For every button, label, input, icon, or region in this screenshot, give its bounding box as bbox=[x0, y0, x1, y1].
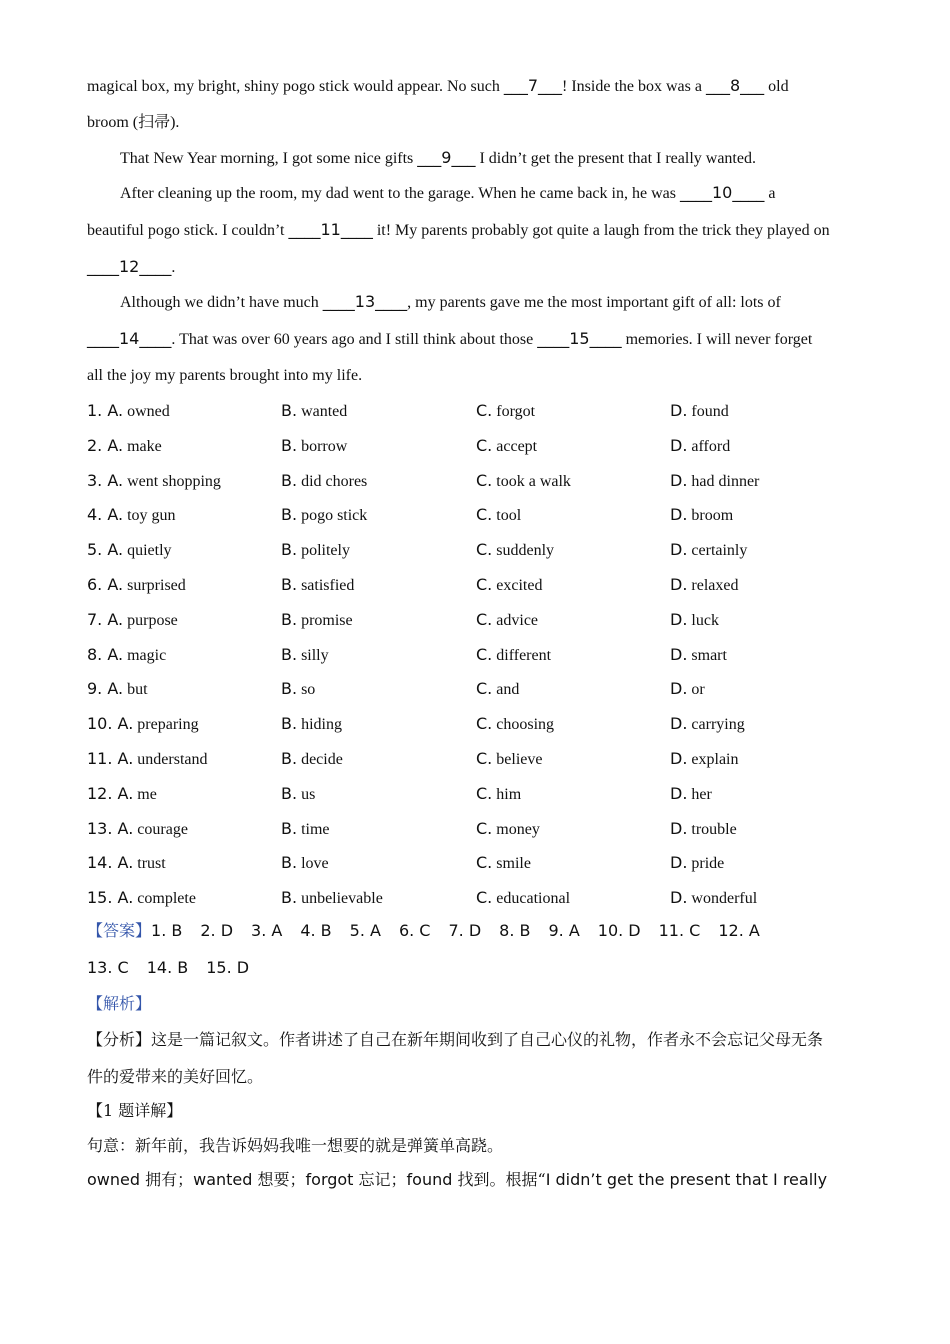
option-letter: C. bbox=[476, 749, 493, 768]
option-text: toy gun bbox=[127, 507, 176, 525]
option-b bbox=[281, 749, 343, 770]
option-letter: C. bbox=[476, 435, 493, 455]
option-letter: C. bbox=[476, 888, 493, 908]
blank-11: ____11____ bbox=[288, 220, 373, 239]
option-text: magic bbox=[127, 646, 167, 664]
option-b bbox=[281, 819, 330, 840]
passage-line: magical box, my bright, shiny pogo stick would appear. No such ___7___! Inside the box was a ___8___ old bbox=[87, 76, 789, 95]
option-text: make bbox=[127, 437, 162, 455]
option-b bbox=[281, 610, 353, 631]
question-row bbox=[87, 575, 877, 597]
answer-item: 7. D bbox=[448, 921, 482, 940]
option-text: smart bbox=[691, 646, 727, 664]
option-a bbox=[87, 505, 176, 526]
option-letter: D. bbox=[670, 679, 688, 699]
question-row bbox=[87, 610, 877, 632]
option-c bbox=[476, 888, 570, 909]
option-letter: B. bbox=[281, 435, 298, 455]
option-text: broom bbox=[691, 507, 734, 525]
option-c bbox=[476, 575, 542, 596]
passage-line: After cleaning up the room, my dad went to the garage. When he came back in, he was ____10____ a bbox=[120, 183, 776, 202]
option-letter: B. bbox=[281, 540, 298, 560]
option-text: choosing bbox=[496, 716, 555, 734]
option-letter: D. bbox=[670, 470, 688, 490]
option-text: relaxed bbox=[691, 577, 739, 594]
option-text: time bbox=[301, 820, 330, 838]
question-row bbox=[87, 784, 877, 806]
passage-line: ____14____. That was over 60 years ago and I still think about those ____15____ memories. I will never forget bbox=[87, 329, 813, 348]
option-a bbox=[87, 436, 162, 457]
answer-item: 15. D bbox=[206, 958, 250, 977]
option-letter: D. bbox=[670, 749, 688, 768]
answer-item: 13. C bbox=[87, 958, 129, 977]
option-b bbox=[281, 679, 315, 700]
option-a bbox=[87, 679, 148, 700]
option-letter: D. bbox=[670, 609, 688, 629]
option-text: took a walk bbox=[496, 472, 571, 490]
option-text: her bbox=[691, 785, 712, 803]
option-b bbox=[281, 401, 347, 422]
answer-row bbox=[87, 921, 778, 941]
option-letter: D. bbox=[670, 540, 688, 560]
option-text: money bbox=[496, 820, 540, 838]
blank-12: ____12____ bbox=[87, 257, 172, 276]
option-letter: C. bbox=[476, 679, 493, 699]
option-d bbox=[670, 575, 738, 596]
answer-item: 8. B bbox=[499, 921, 531, 940]
question-row bbox=[87, 714, 877, 736]
option-letter: D. bbox=[670, 783, 688, 803]
option-letter: D. bbox=[670, 505, 688, 525]
option-d bbox=[670, 401, 729, 422]
question-row bbox=[87, 645, 877, 667]
option-d bbox=[670, 505, 733, 526]
option-a bbox=[87, 888, 196, 909]
detail-gloss: owned 拥有；wanted 想要；forgot 忘记；found 找到。根据“I didn’t get the present that I really bbox=[87, 1170, 828, 1189]
option-text: or bbox=[691, 681, 705, 699]
option-c bbox=[476, 853, 531, 874]
option-letter: 3. A. bbox=[87, 470, 124, 490]
option-b bbox=[281, 645, 329, 666]
option-letter: 6. A. bbox=[87, 575, 124, 594]
option-letter: 12. A. bbox=[87, 783, 134, 803]
option-c bbox=[476, 679, 519, 700]
option-letter: B. bbox=[281, 714, 298, 734]
option-text: borrow bbox=[301, 437, 348, 455]
passage-line: all the joy my parents brought into my life. bbox=[87, 367, 363, 384]
question-row bbox=[87, 401, 877, 423]
option-b bbox=[281, 540, 350, 561]
option-d bbox=[670, 819, 737, 840]
option-letter: 5. A. bbox=[87, 540, 124, 560]
answer-item: 10. D bbox=[597, 921, 641, 940]
option-text: purpose bbox=[127, 611, 178, 629]
option-letter: D. bbox=[670, 401, 688, 420]
option-a bbox=[87, 575, 186, 596]
detail-title: 【1 题详解】 bbox=[87, 1101, 183, 1120]
option-text: so bbox=[301, 681, 316, 699]
option-letter: 2. A. bbox=[87, 435, 124, 455]
option-d bbox=[670, 540, 747, 561]
analysis-label: 【解析】 bbox=[87, 994, 152, 1013]
question-row bbox=[87, 679, 877, 701]
option-text: did chores bbox=[301, 472, 368, 490]
option-c bbox=[476, 436, 537, 457]
option-c bbox=[476, 749, 542, 770]
option-letter: B. bbox=[281, 644, 298, 664]
option-a bbox=[87, 401, 170, 422]
option-b bbox=[281, 853, 329, 874]
option-letter: 7. A. bbox=[87, 609, 124, 629]
option-letter: C. bbox=[476, 540, 493, 560]
option-letter: C. bbox=[476, 609, 493, 629]
option-text: wanted bbox=[301, 403, 348, 420]
option-letter: C. bbox=[476, 401, 493, 420]
answer-item: 14. B bbox=[146, 958, 189, 977]
option-letter: B. bbox=[281, 818, 298, 838]
option-letter: B. bbox=[281, 505, 298, 525]
option-text: pogo stick bbox=[301, 507, 368, 525]
option-text: owned bbox=[127, 403, 170, 420]
option-letter: 4. A. bbox=[87, 505, 124, 525]
option-letter: 10. A. bbox=[87, 714, 134, 734]
answer-label: 【答案】 bbox=[87, 921, 152, 940]
option-text: found bbox=[691, 403, 729, 420]
option-text: went shopping bbox=[127, 472, 221, 490]
option-letter: 14. A. bbox=[87, 853, 134, 873]
option-text: promise bbox=[301, 611, 353, 629]
option-a bbox=[87, 784, 157, 805]
option-b bbox=[281, 575, 354, 596]
option-text: smile bbox=[496, 855, 531, 873]
answer-item: 4. B bbox=[300, 921, 332, 940]
blank-9: ___9___ bbox=[417, 148, 476, 167]
option-letter: 13. A. bbox=[87, 818, 134, 838]
option-text: decide bbox=[301, 751, 343, 768]
answer-item: 2. D bbox=[200, 921, 234, 940]
passage-line: That New Year morning, I got some nice gifts ___9___ I didn’t get the present that I really wanted. bbox=[120, 148, 756, 167]
option-text: advice bbox=[496, 611, 539, 629]
option-letter: B. bbox=[281, 609, 298, 629]
passage-line: Although we didn’t have much ____13____, my parents gave me the most important gift of all: lots of bbox=[120, 292, 781, 311]
question-row bbox=[87, 819, 877, 841]
option-letter: 11. A. bbox=[87, 749, 134, 768]
option-d bbox=[670, 645, 727, 666]
option-text: different bbox=[496, 646, 552, 664]
question-row bbox=[87, 749, 877, 771]
option-text: educational bbox=[496, 890, 571, 908]
option-text: surprised bbox=[127, 577, 186, 594]
option-letter: C. bbox=[476, 853, 493, 873]
option-a bbox=[87, 471, 221, 492]
answer-item: 3. A bbox=[251, 921, 283, 940]
option-text: luck bbox=[691, 611, 719, 629]
option-d bbox=[670, 714, 745, 735]
option-c bbox=[476, 714, 554, 735]
option-letter: B. bbox=[281, 888, 298, 908]
option-c bbox=[476, 471, 571, 492]
option-text: unbelievable bbox=[301, 890, 383, 908]
detail-meaning: 句意：新年前，我告诉妈妈我唯一想要的就是弹簧单高跷。 bbox=[87, 1136, 504, 1155]
option-letter: B. bbox=[281, 749, 298, 768]
option-text: accept bbox=[496, 437, 538, 455]
option-d bbox=[670, 888, 757, 909]
question-row bbox=[87, 471, 877, 493]
option-text: politely bbox=[301, 542, 350, 560]
option-text: quietly bbox=[127, 542, 172, 560]
option-letter: C. bbox=[476, 575, 493, 594]
option-b bbox=[281, 888, 383, 909]
option-letter: D. bbox=[670, 888, 688, 908]
option-b bbox=[281, 784, 315, 805]
analysis-text: 【分析】这是一篇记叙文。作者讲述了自己在新年期间收到了自己心仪的礼物，作者永不会忘记父母无条 bbox=[87, 1030, 824, 1049]
answer-item: 11. C bbox=[658, 921, 701, 940]
option-text: trouble bbox=[691, 820, 737, 838]
option-text: complete bbox=[137, 890, 196, 908]
option-b bbox=[281, 436, 347, 457]
option-letter: B. bbox=[281, 783, 298, 803]
option-letter: B. bbox=[281, 470, 298, 490]
option-text: explain bbox=[691, 751, 739, 768]
option-d bbox=[670, 853, 724, 874]
option-letter: B. bbox=[281, 853, 298, 873]
option-text: silly bbox=[301, 646, 329, 664]
passage-line: beautiful pogo stick. I couldn’t ____11____ it! My parents probably got quite a laugh from the trick they played on bbox=[87, 220, 830, 239]
option-d bbox=[670, 784, 712, 805]
option-text: understand bbox=[137, 751, 208, 768]
option-d bbox=[670, 749, 739, 770]
option-letter: C. bbox=[476, 783, 493, 803]
option-a bbox=[87, 749, 207, 770]
option-text: us bbox=[301, 785, 316, 803]
blank-8: ___8___ bbox=[705, 76, 765, 95]
option-a bbox=[87, 819, 188, 840]
option-letter: D. bbox=[670, 644, 688, 664]
passage-line: broom (扫帚). bbox=[87, 114, 180, 131]
option-text: love bbox=[301, 855, 329, 873]
question-row bbox=[87, 505, 877, 527]
option-d bbox=[670, 471, 759, 492]
option-a bbox=[87, 540, 172, 561]
option-text: but bbox=[127, 681, 148, 699]
option-text: wonderful bbox=[691, 890, 758, 908]
option-text: me bbox=[137, 785, 157, 803]
blank-14: ____14____ bbox=[87, 329, 172, 348]
option-text: preparing bbox=[137, 716, 199, 734]
passage-line: ____12____. bbox=[87, 257, 176, 276]
answer-item: 5. A bbox=[349, 921, 381, 940]
option-text: satisfied bbox=[301, 577, 355, 594]
analysis-text: 件的爱带来的美好回忆。 bbox=[87, 1067, 264, 1086]
option-letter: D. bbox=[670, 575, 688, 594]
answer-row bbox=[87, 958, 267, 978]
option-letter: D. bbox=[670, 435, 688, 455]
option-text: had dinner bbox=[691, 472, 760, 490]
option-letter: C. bbox=[476, 818, 493, 838]
option-letter: D. bbox=[670, 714, 688, 734]
option-text: excited bbox=[496, 577, 543, 594]
option-c bbox=[476, 401, 535, 422]
option-text: him bbox=[496, 785, 522, 803]
option-text: hiding bbox=[301, 716, 342, 734]
option-a bbox=[87, 645, 166, 666]
option-c bbox=[476, 784, 521, 805]
option-d bbox=[670, 679, 705, 700]
option-text: forgot bbox=[496, 403, 536, 420]
option-c bbox=[476, 645, 551, 666]
option-letter: B. bbox=[281, 401, 298, 420]
answer-item: 12. A bbox=[718, 921, 760, 940]
option-a bbox=[87, 610, 178, 631]
option-letter: C. bbox=[476, 505, 493, 525]
option-text: tool bbox=[496, 507, 522, 525]
option-letter: B. bbox=[281, 679, 298, 699]
option-b bbox=[281, 714, 342, 735]
option-a bbox=[87, 853, 166, 874]
option-text: believe bbox=[496, 751, 543, 768]
option-letter: C. bbox=[476, 644, 493, 664]
option-letter: C. bbox=[476, 714, 493, 734]
option-d bbox=[670, 610, 719, 631]
question-row bbox=[87, 540, 877, 562]
option-letter: B. bbox=[281, 575, 298, 594]
blank-13: ____13____ bbox=[322, 292, 408, 311]
answer-item: 6. C bbox=[398, 921, 431, 940]
option-letter: C. bbox=[476, 470, 493, 490]
question-row bbox=[87, 436, 877, 458]
option-c bbox=[476, 819, 540, 840]
blank-10: ____10____ bbox=[679, 183, 765, 202]
blank-15: ____15____ bbox=[537, 329, 622, 348]
option-text: pride bbox=[691, 855, 725, 873]
option-c bbox=[476, 505, 521, 526]
option-letter: 1. A. bbox=[87, 401, 124, 420]
option-b bbox=[281, 505, 367, 526]
option-text: trust bbox=[137, 855, 166, 873]
question-row bbox=[87, 853, 877, 875]
option-text: carrying bbox=[691, 716, 745, 734]
option-letter: D. bbox=[670, 853, 688, 873]
option-letter: 15. A. bbox=[87, 888, 134, 908]
blank-7: ___7___ bbox=[503, 76, 563, 95]
option-c bbox=[476, 610, 538, 631]
option-d bbox=[670, 436, 730, 457]
option-letter: 8. A. bbox=[87, 644, 124, 664]
option-letter: D. bbox=[670, 818, 688, 838]
answer-item: 1. B bbox=[151, 921, 183, 940]
option-c bbox=[476, 540, 554, 561]
answer-item: 9. A bbox=[548, 921, 580, 940]
option-text: courage bbox=[137, 820, 188, 838]
option-b bbox=[281, 471, 367, 492]
option-a bbox=[87, 714, 199, 735]
option-text: and bbox=[496, 681, 520, 699]
option-letter: 9. A. bbox=[87, 679, 124, 699]
option-text: suddenly bbox=[496, 542, 555, 560]
option-text: certainly bbox=[691, 542, 748, 560]
question-row bbox=[87, 888, 877, 910]
option-text: afford bbox=[691, 437, 731, 455]
